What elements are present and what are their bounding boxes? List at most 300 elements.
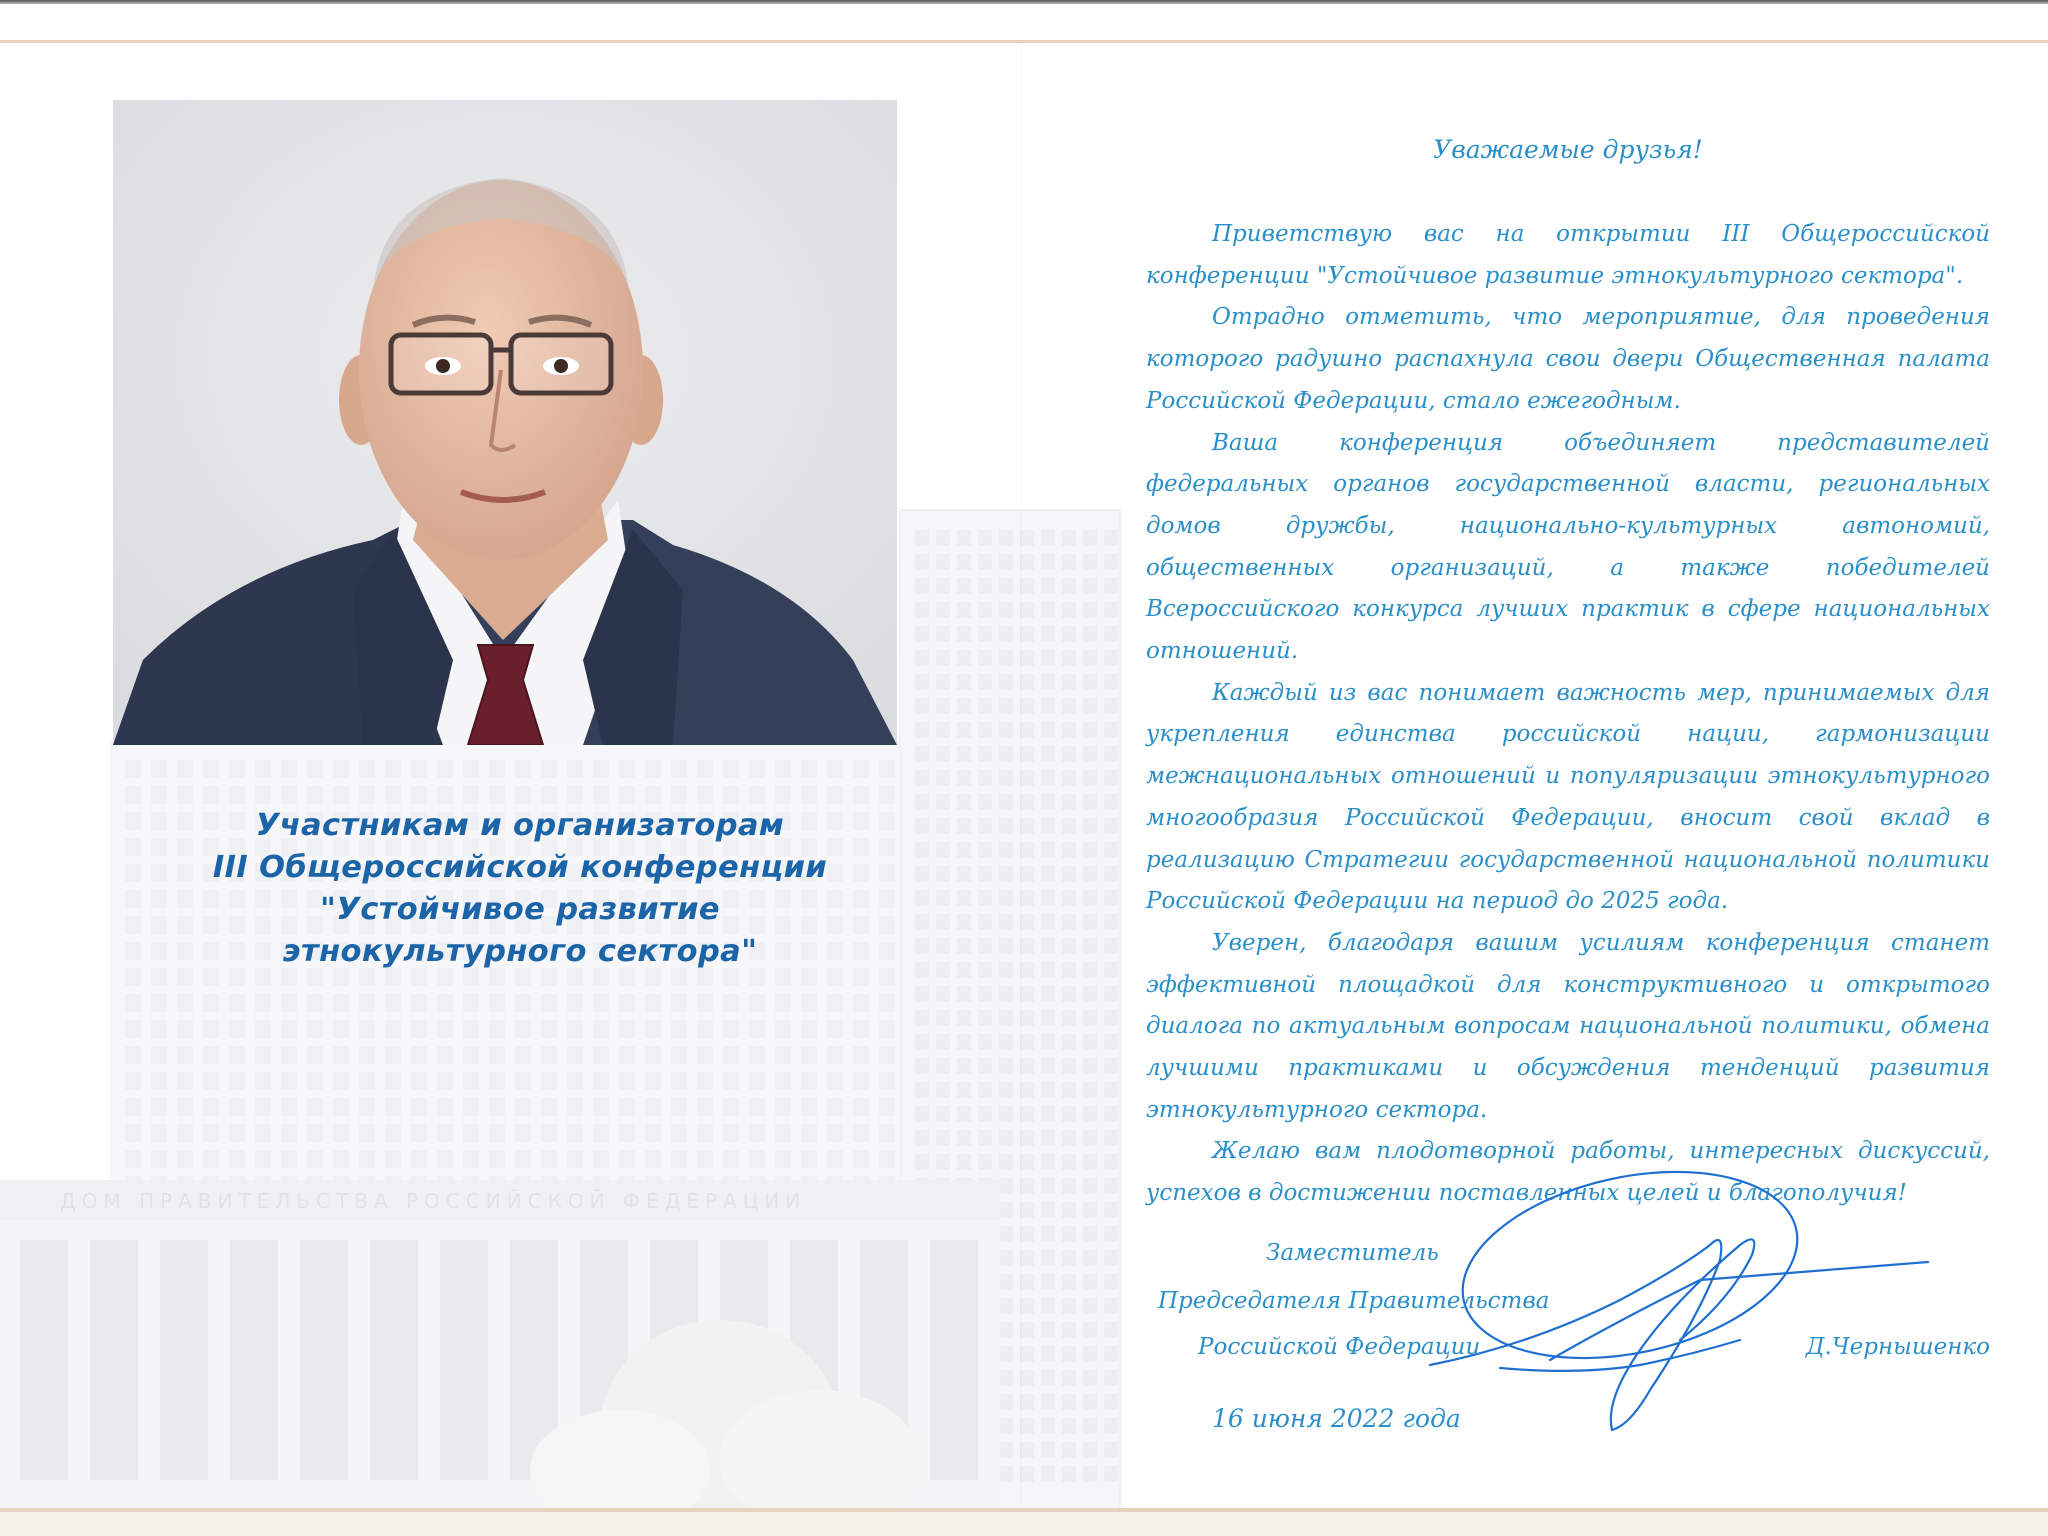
building-window — [90, 1240, 138, 1480]
building-window — [1020, 1130, 1034, 1146]
building-window — [801, 994, 817, 1012]
building-window — [645, 1020, 661, 1038]
building-window — [1020, 602, 1034, 618]
building-window — [999, 722, 1013, 738]
building-window — [723, 1072, 739, 1090]
building-window — [1041, 674, 1055, 690]
building-window — [915, 1082, 929, 1098]
building-window — [999, 818, 1013, 834]
building-window — [489, 786, 505, 804]
building-window — [957, 1058, 971, 1074]
building-window — [723, 760, 739, 778]
building-window — [671, 1072, 687, 1090]
signature-block — [1146, 1240, 1990, 1440]
building-window — [879, 1072, 895, 1090]
building-window — [177, 1020, 193, 1038]
building-window — [307, 1098, 323, 1116]
building-window — [307, 1150, 323, 1168]
building-window — [915, 1010, 929, 1026]
building-window — [1062, 1418, 1076, 1434]
building-window — [879, 1046, 895, 1064]
page-bottom-edge — [0, 1512, 2048, 1536]
building-window — [879, 1124, 895, 1142]
building-window — [151, 1072, 167, 1090]
building-window — [915, 650, 929, 666]
building-window — [385, 786, 401, 804]
building-window — [936, 722, 950, 738]
building-window — [1083, 602, 1097, 618]
building-window — [489, 1150, 505, 1168]
building-window — [411, 1150, 427, 1168]
building-window — [915, 530, 929, 546]
building-window — [1062, 914, 1076, 930]
heading-line-1: Участникам и организаторам — [255, 808, 785, 843]
building-window — [125, 1046, 141, 1064]
building-window — [300, 1240, 348, 1480]
building-window — [307, 760, 323, 778]
building-window — [1104, 650, 1118, 666]
building-window — [1041, 914, 1055, 930]
heading-line-4: этнокультурного сектора" — [282, 934, 758, 969]
building-window — [801, 1046, 817, 1064]
building-window — [1104, 746, 1118, 762]
building-window — [936, 530, 950, 546]
building-window — [1041, 1274, 1055, 1290]
building-window — [1062, 1010, 1076, 1026]
building-window — [255, 1072, 271, 1090]
building-window — [749, 1046, 765, 1064]
building-window — [593, 786, 609, 804]
building-window — [281, 1020, 297, 1038]
building-window — [1020, 554, 1034, 570]
building-window — [593, 1124, 609, 1142]
building-window — [281, 1072, 297, 1090]
building-window — [1062, 1370, 1076, 1386]
building-window — [723, 1150, 739, 1168]
building-window — [1083, 1058, 1097, 1074]
building-window — [229, 1072, 245, 1090]
building-window — [1062, 1226, 1076, 1242]
building-window — [333, 1072, 349, 1090]
building-window — [489, 1124, 505, 1142]
building-window — [915, 698, 929, 714]
building-window — [957, 554, 971, 570]
top-edge — [0, 0, 2048, 4]
building-window — [936, 674, 950, 690]
building-window — [936, 1106, 950, 1122]
building-window — [978, 986, 992, 1002]
building-window — [936, 1154, 950, 1170]
building-window — [463, 786, 479, 804]
position-line-1: Заместитель — [1266, 1240, 1439, 1266]
building-window — [1104, 1274, 1118, 1290]
building-window — [879, 786, 895, 804]
building-window — [151, 786, 167, 804]
building-window — [411, 786, 427, 804]
building-window — [1083, 554, 1097, 570]
building-window — [1062, 746, 1076, 762]
letter-paragraph: Каждый из вас понимает важность мер, принимаемых для укрепления единства российской нации, гармонизации межнациональных отношений и популяризации этнокультурного многообразия Российской Федерации, вносит свой вклад в реализацию Стратегии государственной национальной политики Российской Федерации на период до 2025 года. — [1146, 679, 1990, 915]
building-window — [1041, 1034, 1055, 1050]
building-window — [255, 786, 271, 804]
building-window — [775, 1072, 791, 1090]
building-window — [978, 842, 992, 858]
building-window — [619, 1072, 635, 1090]
building-window — [1083, 794, 1097, 810]
building-window — [125, 1124, 141, 1142]
building-window — [359, 760, 375, 778]
building-window — [593, 760, 609, 778]
building-window — [957, 578, 971, 594]
building-window — [151, 1098, 167, 1116]
building-window — [1062, 674, 1076, 690]
building-window — [775, 1150, 791, 1168]
building-window — [1083, 962, 1097, 978]
building-window — [567, 1046, 583, 1064]
letter-paragraph: Отрадно отметить, что мероприятие, для проведения которого радушно распахнула свои двери Общественная палата Российской Федерации, стало ежегодным. — [1146, 304, 1990, 414]
building-window — [827, 994, 843, 1012]
building-window — [827, 760, 843, 778]
building-window — [1062, 866, 1076, 882]
building-window — [936, 770, 950, 786]
building-window — [333, 1150, 349, 1168]
building-window — [936, 1058, 950, 1074]
building-window — [1041, 818, 1055, 834]
building-window — [853, 786, 869, 804]
building-window — [1062, 1250, 1076, 1266]
building-window — [567, 1020, 583, 1038]
building-window — [203, 786, 219, 804]
building-window — [1083, 1466, 1097, 1482]
building-window — [333, 1124, 349, 1142]
building-window — [151, 1150, 167, 1168]
building-window — [801, 1072, 817, 1090]
building-window — [1104, 938, 1118, 954]
building-window — [1020, 1394, 1034, 1410]
building-window — [978, 770, 992, 786]
building-window — [1041, 1130, 1055, 1146]
building-window — [978, 602, 992, 618]
building-window — [978, 1082, 992, 1098]
building-window — [619, 1046, 635, 1064]
position-line-2: Председателя Правительства — [1158, 1288, 1550, 1314]
building-window — [1020, 650, 1034, 666]
building-window — [1083, 1082, 1097, 1098]
building-window — [1020, 1202, 1034, 1218]
building-window — [1083, 1106, 1097, 1122]
building-window — [936, 1082, 950, 1098]
building-window — [936, 746, 950, 762]
building-window — [1083, 866, 1097, 882]
building-window — [151, 1124, 167, 1142]
building-window — [1083, 1202, 1097, 1218]
building-window — [978, 698, 992, 714]
building-window — [749, 1150, 765, 1168]
building-window — [999, 1106, 1013, 1122]
building-window — [1062, 698, 1076, 714]
building-window — [177, 1098, 193, 1116]
building-window — [671, 1150, 687, 1168]
building-window — [936, 602, 950, 618]
building-window — [827, 1124, 843, 1142]
building-window — [437, 760, 453, 778]
building-window — [1062, 626, 1076, 642]
building-window — [411, 1046, 427, 1064]
building-window — [489, 994, 505, 1012]
building-window — [775, 1020, 791, 1038]
building-window — [541, 1124, 557, 1142]
building-window — [999, 554, 1013, 570]
building-window — [697, 994, 713, 1012]
building-window — [1062, 1034, 1076, 1050]
building-window — [1083, 1442, 1097, 1458]
building-window — [999, 1226, 1013, 1242]
building-window — [999, 1298, 1013, 1314]
building-window — [1020, 530, 1034, 546]
building-window — [385, 1124, 401, 1142]
building-window — [1104, 1130, 1118, 1146]
building-window — [437, 994, 453, 1012]
building-window — [593, 1072, 609, 1090]
building-window — [749, 786, 765, 804]
building-window — [827, 1150, 843, 1168]
building-window — [385, 1072, 401, 1090]
building-window — [723, 1124, 739, 1142]
building-window — [697, 1020, 713, 1038]
building-window — [999, 1370, 1013, 1386]
building-window — [489, 760, 505, 778]
building-window — [957, 602, 971, 618]
building-window — [749, 1124, 765, 1142]
building-window — [1104, 1034, 1118, 1050]
building-window — [1083, 1250, 1097, 1266]
building-window — [177, 1124, 193, 1142]
building-window — [541, 1098, 557, 1116]
building-window — [801, 786, 817, 804]
building-window — [515, 1124, 531, 1142]
building-window — [645, 1124, 661, 1142]
building-window — [671, 1046, 687, 1064]
building-window — [723, 994, 739, 1012]
building-window — [1041, 626, 1055, 642]
building-window — [1083, 938, 1097, 954]
building-window — [385, 1020, 401, 1038]
building-window — [411, 994, 427, 1012]
building-window — [957, 1082, 971, 1098]
building-window — [1104, 1370, 1118, 1386]
building-window — [359, 1046, 375, 1064]
building-window — [915, 1034, 929, 1050]
building-window — [671, 1020, 687, 1038]
building-window — [879, 994, 895, 1012]
building-window — [978, 890, 992, 906]
building-window — [957, 1034, 971, 1050]
building-window — [1041, 794, 1055, 810]
building-window — [1020, 986, 1034, 1002]
building-window — [1062, 770, 1076, 786]
building-window — [1062, 1154, 1076, 1170]
building-window — [567, 786, 583, 804]
building-window — [671, 786, 687, 804]
building-window — [1020, 842, 1034, 858]
building-window — [593, 1046, 609, 1064]
building-window — [203, 1098, 219, 1116]
building-window — [915, 722, 929, 738]
building-window — [1104, 1178, 1118, 1194]
building-window — [1020, 698, 1034, 714]
building-window — [1041, 1346, 1055, 1362]
building-window — [1104, 1202, 1118, 1218]
building-window — [229, 760, 245, 778]
building-window — [1104, 530, 1118, 546]
building-window — [978, 650, 992, 666]
building-window — [1083, 1322, 1097, 1338]
building-window — [1062, 1202, 1076, 1218]
background-sign: ДОМ ПРАВИТЕЛЬСТВА РОССИЙСКОЙ ФЕДЕРАЦИИ — [60, 1189, 807, 1213]
building-window — [999, 1010, 1013, 1026]
building-window — [1041, 650, 1055, 666]
building-window — [1041, 1226, 1055, 1242]
building-window — [1041, 770, 1055, 786]
building-window — [489, 1098, 505, 1116]
building-window — [1041, 1442, 1055, 1458]
building-window — [999, 602, 1013, 618]
building-window — [1041, 938, 1055, 954]
building-window — [203, 994, 219, 1012]
building-window — [1104, 962, 1118, 978]
building-window — [957, 746, 971, 762]
building-window — [723, 1098, 739, 1116]
building-window — [1041, 746, 1055, 762]
building-window — [1062, 962, 1076, 978]
building-window — [936, 1130, 950, 1146]
building-window — [1020, 818, 1034, 834]
building-window — [1104, 1442, 1118, 1458]
building-window — [978, 866, 992, 882]
building-window — [999, 986, 1013, 1002]
letter-paragraph: Ваша конференция объединяет представителей федеральных органов государственной власти, региональных домов дружбы, национально-культурных автономий, общественных организаций, а также победителей Всероссийского конкурса лучших практик в сфере национальных отношений. — [1146, 429, 1990, 665]
building-window — [1041, 1322, 1055, 1338]
building-window — [853, 1124, 869, 1142]
building-window — [567, 1150, 583, 1168]
building-window — [1041, 1394, 1055, 1410]
building-window — [359, 1124, 375, 1142]
building-window — [978, 578, 992, 594]
building-window — [1020, 1082, 1034, 1098]
building-window — [1062, 1298, 1076, 1314]
building-window — [853, 1098, 869, 1116]
decorative-border-top — [0, 40, 2048, 43]
building-window — [515, 1020, 531, 1038]
building-window — [541, 1046, 557, 1064]
letter-date: 16 июня 2022 года — [1212, 1404, 1461, 1433]
building-window — [307, 994, 323, 1012]
building-window — [957, 722, 971, 738]
building-window — [723, 786, 739, 804]
building-window — [775, 1124, 791, 1142]
building-window — [177, 994, 193, 1012]
building-window — [1083, 746, 1097, 762]
building-window — [411, 760, 427, 778]
building-window — [151, 994, 167, 1012]
building-window — [999, 746, 1013, 762]
building-window — [1041, 1418, 1055, 1434]
building-window — [978, 626, 992, 642]
building-window — [20, 1240, 68, 1480]
building-window — [999, 650, 1013, 666]
building-window — [593, 1098, 609, 1116]
building-window — [1062, 794, 1076, 810]
building-window — [1104, 1346, 1118, 1362]
building-window — [307, 1072, 323, 1090]
building-window — [749, 1020, 765, 1038]
building-window — [775, 786, 791, 804]
building-window — [229, 994, 245, 1012]
building-window — [541, 760, 557, 778]
building-window — [1083, 1274, 1097, 1290]
building-window — [1041, 1106, 1055, 1122]
building-window — [333, 1020, 349, 1038]
building-window — [567, 1072, 583, 1090]
building-window — [229, 1150, 245, 1168]
building-window — [125, 994, 141, 1012]
building-window — [978, 1058, 992, 1074]
building-window — [151, 1046, 167, 1064]
building-window — [1062, 1058, 1076, 1074]
building-window — [999, 1394, 1013, 1410]
building-window — [593, 1150, 609, 1168]
building-window — [1104, 674, 1118, 690]
building-window — [567, 1098, 583, 1116]
building-window — [1062, 1178, 1076, 1194]
building-window — [1041, 890, 1055, 906]
building-window — [619, 760, 635, 778]
building-window — [1062, 650, 1076, 666]
page-fold — [1020, 44, 1022, 1506]
building-window — [125, 1150, 141, 1168]
building-window — [463, 1124, 479, 1142]
building-window — [1104, 1250, 1118, 1266]
building-window — [1104, 890, 1118, 906]
building-window — [1104, 1394, 1118, 1410]
building-window — [1020, 1106, 1034, 1122]
building-window — [1104, 1298, 1118, 1314]
building-window — [1083, 650, 1097, 666]
building-window — [1104, 1082, 1118, 1098]
building-window — [1041, 1298, 1055, 1314]
building-window — [1041, 1178, 1055, 1194]
building-window — [1104, 1154, 1118, 1170]
building-window — [957, 986, 971, 1002]
building-window — [853, 1020, 869, 1038]
building-window — [879, 760, 895, 778]
building-window — [1020, 1154, 1034, 1170]
building-window — [1083, 770, 1097, 786]
building-window — [697, 1072, 713, 1090]
building-window — [151, 760, 167, 778]
building-window — [957, 770, 971, 786]
building-window — [229, 1124, 245, 1142]
building-window — [1104, 986, 1118, 1002]
building-window — [957, 1130, 971, 1146]
building-window — [1020, 1466, 1034, 1482]
building-window — [697, 1046, 713, 1064]
building-window — [853, 994, 869, 1012]
building-window — [1104, 1226, 1118, 1242]
building-window — [160, 1240, 208, 1480]
building-window — [827, 1072, 843, 1090]
building-window — [255, 1150, 271, 1168]
